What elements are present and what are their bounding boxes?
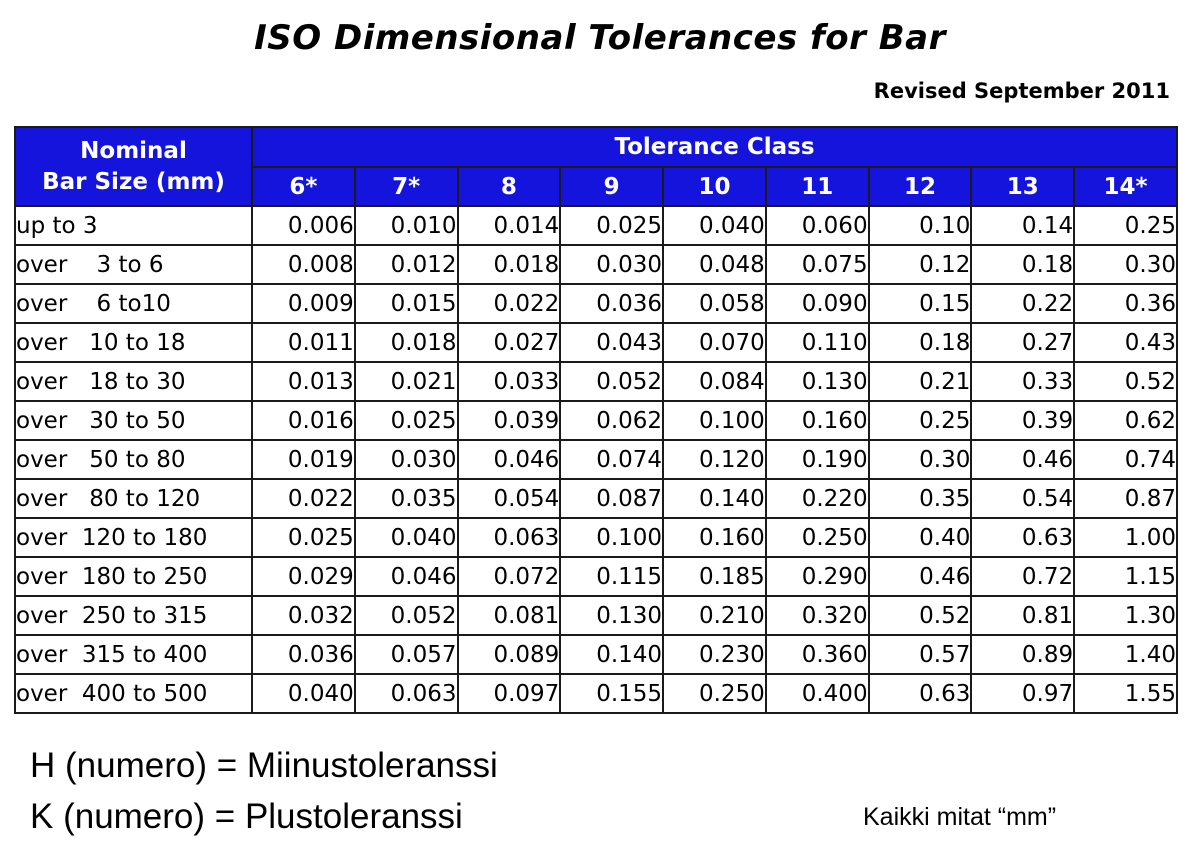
tolerance-value: 0.81 [971, 596, 1074, 635]
tolerance-value: 0.46 [869, 557, 972, 596]
tolerance-value: 0.160 [663, 518, 766, 557]
tolerance-value: 0.62 [1074, 401, 1177, 440]
tolerance-value: 1.55 [1074, 674, 1177, 713]
tolerance-value: 0.130 [560, 596, 663, 635]
tolerance-value: 0.87 [1074, 479, 1177, 518]
nominal-bar-size-header-line1: Nominal [80, 137, 187, 164]
tolerance-value: 0.12 [869, 245, 972, 284]
tolerance-value: 0.097 [458, 674, 561, 713]
bar-size-label: over 250 to 315 [15, 596, 252, 635]
tolerance-value: 0.075 [766, 245, 869, 284]
tolerance-value: 0.89 [971, 635, 1074, 674]
tolerance-value: 0.72 [971, 557, 1074, 596]
table-row [15, 596, 1177, 635]
bar-size-label: over 50 to 80 [15, 440, 252, 479]
tolerance-value: 0.52 [869, 596, 972, 635]
tolerance-value: 0.250 [766, 518, 869, 557]
bar-size-label: over 315 to 400 [15, 635, 252, 674]
tolerance-value: 0.40 [869, 518, 972, 557]
bar-size-label: over 10 to 18 [15, 323, 252, 362]
tolerance-value: 0.63 [971, 518, 1074, 557]
bar-size-label: over 6 to10 [15, 284, 252, 323]
tolerance-value: 0.022 [458, 284, 561, 323]
bar-size-label: over 30 to 50 [15, 401, 252, 440]
table-row [15, 284, 1177, 323]
tolerance-class-header-11: 11 [766, 167, 869, 206]
tolerance-value: 0.074 [560, 440, 663, 479]
bar-size-label: over 18 to 30 [15, 362, 252, 401]
tolerance-value: 0.058 [663, 284, 766, 323]
tolerance-value: 0.210 [663, 596, 766, 635]
tolerance-value: 0.10 [869, 206, 972, 245]
tolerance-value: 0.046 [355, 557, 458, 596]
tolerance-class-header-12: 12 [869, 167, 972, 206]
header-row-group [15, 127, 1177, 167]
tolerance-value: 0.018 [355, 323, 458, 362]
table-row [15, 206, 1177, 245]
tolerance-value: 0.250 [663, 674, 766, 713]
tolerance-value: 0.320 [766, 596, 869, 635]
tolerance-value: 0.30 [869, 440, 972, 479]
tolerance-value: 0.63 [869, 674, 972, 713]
tolerance-value: 0.22 [971, 284, 1074, 323]
table-row [15, 674, 1177, 713]
tolerance-value: 0.063 [355, 674, 458, 713]
tolerance-value: 0.081 [458, 596, 561, 635]
tolerance-value: 0.008 [252, 245, 355, 284]
tolerance-value: 0.130 [766, 362, 869, 401]
tolerance-value: 0.115 [560, 557, 663, 596]
tolerance-value: 0.46 [971, 440, 1074, 479]
table-row [15, 362, 1177, 401]
tolerance-table [14, 126, 1178, 714]
tolerance-value: 0.120 [663, 440, 766, 479]
tolerance-value: 0.100 [560, 518, 663, 557]
tolerance-value: 0.014 [458, 206, 561, 245]
tolerance-value: 0.027 [458, 323, 561, 362]
tolerance-value: 0.062 [560, 401, 663, 440]
bar-size-label: over 80 to 120 [15, 479, 252, 518]
tolerance-class-header-13: 13 [971, 167, 1074, 206]
tolerance-value: 0.012 [355, 245, 458, 284]
tolerance-value: 0.057 [355, 635, 458, 674]
tolerance-value: 0.040 [252, 674, 355, 713]
tolerance-value: 0.025 [355, 401, 458, 440]
tolerance-value: 1.40 [1074, 635, 1177, 674]
tolerance-class-header-8: 8 [458, 167, 561, 206]
tolerance-value: 0.021 [355, 362, 458, 401]
tolerance-value: 0.54 [971, 479, 1074, 518]
tolerance-value: 0.046 [458, 440, 561, 479]
page-title: ISO Dimensional Tolerances for Bar [254, 18, 946, 58]
tolerance-value: 0.025 [252, 518, 355, 557]
tolerance-value: 0.52 [1074, 362, 1177, 401]
tolerance-class-group-header: Tolerance Class [252, 127, 1177, 167]
legend-line-h: H (numero) = Miinustoleranssi [30, 746, 498, 785]
tolerance-class-header-9: 9 [560, 167, 663, 206]
tolerance-value: 0.033 [458, 362, 561, 401]
legend-line-k: K (numero) = Plustoleranssi [30, 797, 463, 836]
tolerance-value: 0.33 [971, 362, 1074, 401]
tolerance-value: 0.006 [252, 206, 355, 245]
revised-date: Revised September 2011 [873, 79, 1170, 103]
tolerance-value: 0.25 [1074, 206, 1177, 245]
tolerance-value: 0.220 [766, 479, 869, 518]
tolerance-value: 0.022 [252, 479, 355, 518]
tolerance-value: 0.43 [1074, 323, 1177, 362]
tolerance-value: 0.30 [1074, 245, 1177, 284]
tolerance-value: 0.160 [766, 401, 869, 440]
tolerance-value: 0.230 [663, 635, 766, 674]
tolerance-value: 0.140 [663, 479, 766, 518]
tolerance-value: 0.97 [971, 674, 1074, 713]
table-row [15, 479, 1177, 518]
tolerance-value: 0.155 [560, 674, 663, 713]
tolerance-class-header-7-star: 7* [355, 167, 458, 206]
tolerance-value: 0.043 [560, 323, 663, 362]
bar-size-label: over 400 to 500 [15, 674, 252, 713]
tolerance-value: 0.036 [252, 635, 355, 674]
table-row [15, 440, 1177, 479]
tolerance-value: 0.030 [355, 440, 458, 479]
table-body [15, 206, 1177, 713]
table-row [15, 557, 1177, 596]
table-row [15, 245, 1177, 284]
tolerance-value: 0.032 [252, 596, 355, 635]
tolerance-value: 0.400 [766, 674, 869, 713]
tolerance-value: 0.18 [869, 323, 972, 362]
tolerance-value: 0.185 [663, 557, 766, 596]
tolerance-value: 0.39 [971, 401, 1074, 440]
tolerance-value: 0.018 [458, 245, 561, 284]
nominal-bar-size-header-line2: Bar Size (mm) [42, 168, 225, 195]
tolerance-value: 0.100 [663, 401, 766, 440]
bar-size-label: over 180 to 250 [15, 557, 252, 596]
tolerance-value: 0.360 [766, 635, 869, 674]
table-row [15, 635, 1177, 674]
tolerance-class-header-6-star: 6* [252, 167, 355, 206]
table-row [15, 401, 1177, 440]
tolerance-value: 0.14 [971, 206, 1074, 245]
tolerance-value: 0.072 [458, 557, 561, 596]
tolerance-value: 0.054 [458, 479, 561, 518]
tolerance-value: 0.089 [458, 635, 561, 674]
legend [30, 740, 498, 842]
tolerance-value: 0.36 [1074, 284, 1177, 323]
tolerance-value: 0.013 [252, 362, 355, 401]
bar-size-label: over 3 to 6 [15, 245, 252, 284]
tolerance-class-header-10: 10 [663, 167, 766, 206]
tolerance-value: 1.00 [1074, 518, 1177, 557]
tolerance-class-header-14-star: 14* [1074, 167, 1177, 206]
tolerance-value: 0.035 [355, 479, 458, 518]
tolerance-value: 0.009 [252, 284, 355, 323]
tolerance-value: 0.35 [869, 479, 972, 518]
tolerance-value: 0.039 [458, 401, 561, 440]
table-row [15, 323, 1177, 362]
tolerance-value: 0.063 [458, 518, 561, 557]
tolerance-value: 1.15 [1074, 557, 1177, 596]
tolerance-value: 0.040 [355, 518, 458, 557]
tolerance-value: 0.010 [355, 206, 458, 245]
tolerance-value: 0.030 [560, 245, 663, 284]
tolerance-value: 0.27 [971, 323, 1074, 362]
tolerance-value: 0.290 [766, 557, 869, 596]
tolerance-value: 0.190 [766, 440, 869, 479]
tolerance-value: 0.048 [663, 245, 766, 284]
tolerance-value: 0.140 [560, 635, 663, 674]
tolerance-value: 0.15 [869, 284, 972, 323]
tolerance-value: 0.016 [252, 401, 355, 440]
tolerance-value: 0.57 [869, 635, 972, 674]
tolerance-value: 0.18 [971, 245, 1074, 284]
tolerance-value: 0.74 [1074, 440, 1177, 479]
tolerance-value: 0.040 [663, 206, 766, 245]
tolerance-value: 1.30 [1074, 596, 1177, 635]
tolerance-value: 0.015 [355, 284, 458, 323]
tolerance-value: 0.25 [869, 401, 972, 440]
tolerance-value: 0.036 [560, 284, 663, 323]
bar-size-label: up to 3 [15, 206, 252, 245]
bar-size-label: over 120 to 180 [15, 518, 252, 557]
tolerance-value: 0.070 [663, 323, 766, 362]
tolerance-value: 0.025 [560, 206, 663, 245]
tolerance-value: 0.029 [252, 557, 355, 596]
table-header [15, 127, 1177, 206]
tolerance-value: 0.21 [869, 362, 972, 401]
tolerance-value: 0.011 [252, 323, 355, 362]
tolerance-value: 0.060 [766, 206, 869, 245]
nominal-bar-size-header [15, 127, 252, 206]
tolerance-value: 0.019 [252, 440, 355, 479]
units-note: Kaikki mitat “mm” [863, 803, 1057, 831]
tolerance-value: 0.084 [663, 362, 766, 401]
tolerance-value: 0.090 [766, 284, 869, 323]
tolerance-value: 0.110 [766, 323, 869, 362]
tolerance-value: 0.087 [560, 479, 663, 518]
tolerance-value: 0.052 [355, 596, 458, 635]
tolerance-value: 0.052 [560, 362, 663, 401]
table-row [15, 518, 1177, 557]
